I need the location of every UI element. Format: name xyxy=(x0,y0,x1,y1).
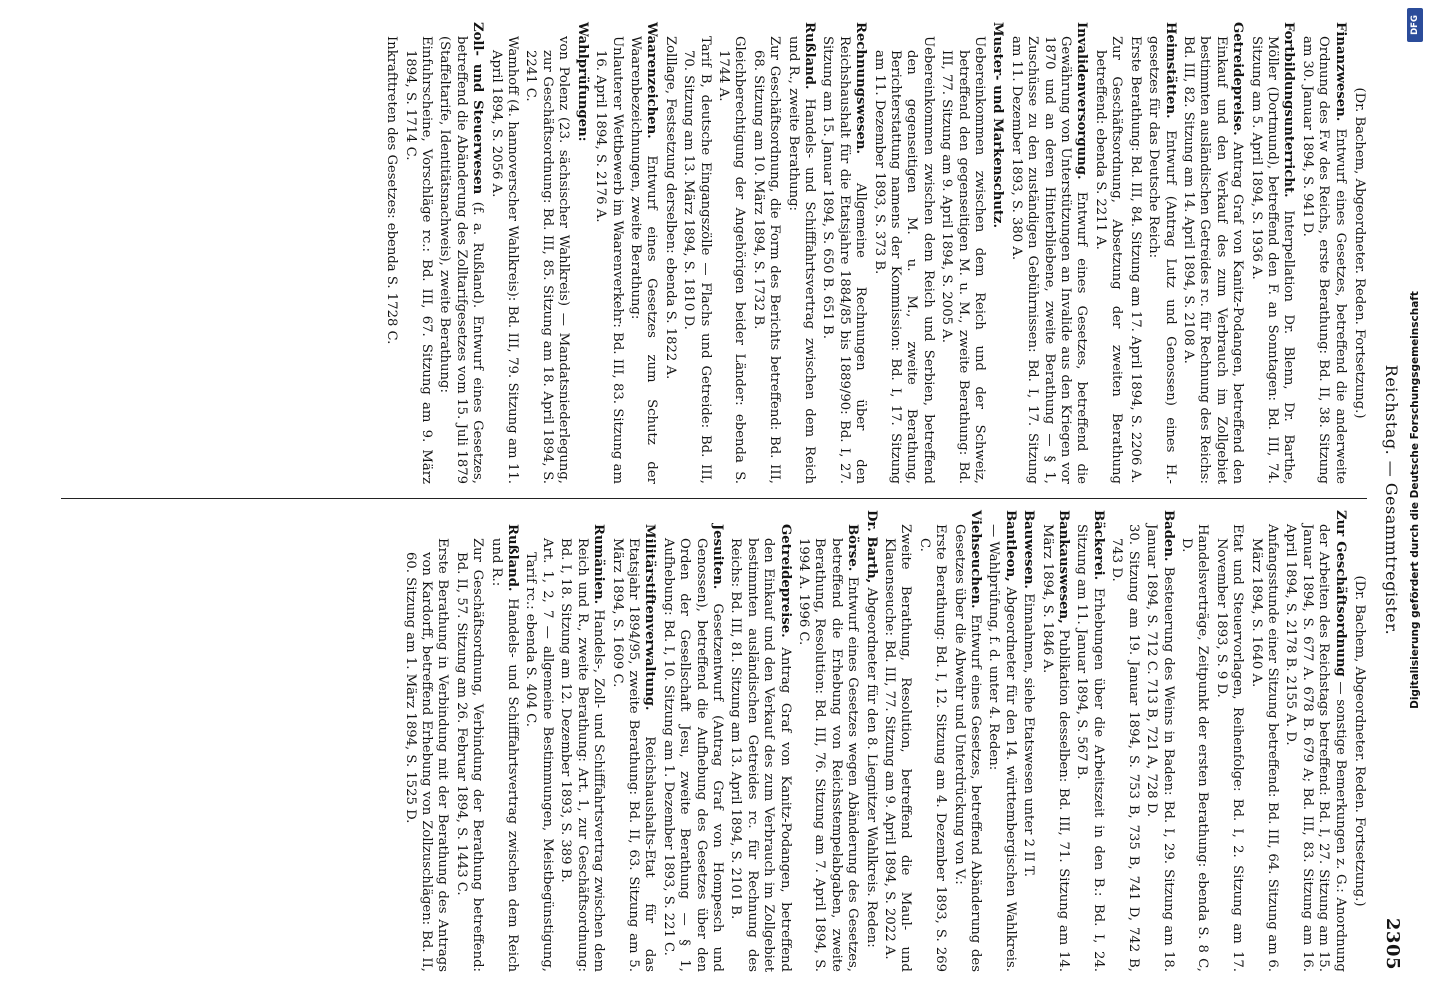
index-entry xyxy=(1247,22,1296,484)
digitization-side-note xyxy=(1404,0,1426,1000)
index-entry xyxy=(452,510,485,972)
index-entry xyxy=(522,22,571,484)
entry-text: Entwurf eines Gesetzes, betreffend die Gewährung von Unterstützungen an Invalide aus den Kriegen vor 1870 und an deren Hinterbliebene, zweite Berathung — § 1, Zuschüsse zu den zuständigen Gebührnissen: Bd. I, 17. Sitzung am 11. Dezember 1893, S. 380 A. xyxy=(1008,36,1090,484)
entry-text: Entwurf eines Gesetzes, betreffend Abänderung des Gesetzes über die Abwehr und Unterdrückung von V.: xyxy=(951,524,984,972)
index-entry xyxy=(522,510,555,972)
entry-keyword: Bantleon, xyxy=(1002,510,1018,582)
index-entry xyxy=(487,510,520,972)
index-entry xyxy=(1180,22,1246,484)
index-entry xyxy=(592,22,625,484)
entry-keyword: Bankauswesen, xyxy=(1056,510,1072,624)
entry-text: Antrag Graf von Kanitz-Podangen, betreffend den Einkauf und den Verkauf des zum Verbrauch im Zollgebiet bestimmten ausländischen Getreides rc. für Rechnung des Reichs: Bd. III, 81. Sitzung am 13. April 1894, S. 2101 B. xyxy=(728,538,793,972)
entry-text: Zweite Berathung, Resolution, betreffend die Maul- und Klauenseuche: Bd. III, 77. Sitzung am 9. April 1894, S. 2022 A. xyxy=(882,524,914,972)
entry-keyword: Getreidepreise. xyxy=(1230,22,1246,136)
entry-text: Einnahmen, siehe Etatswesen unter 2 II T. xyxy=(1021,593,1037,877)
entry-keyword: Baden. xyxy=(1160,510,1176,562)
entry-keyword: Finanzwesen. xyxy=(1332,22,1348,122)
index-entry xyxy=(1092,22,1125,484)
index-entry xyxy=(383,22,399,484)
entry-text: Zolllage, Festsetzung derselben: ebenda S. 1822 A. xyxy=(662,36,678,380)
index-entry xyxy=(1108,510,1141,972)
column-divider xyxy=(61,498,1367,499)
entry-text: Handels-, Zoll- und Schifffahrtsvertrag zwischen dem Reich und R., zweite Berathung: Art. 1, zur Geschäftsordnung: Bd. I, 18. Sitzung am 12. Dezember 1893, S. 389 B. xyxy=(558,538,607,972)
index-entry xyxy=(784,22,817,484)
index-entry xyxy=(1282,510,1348,972)
index-entry xyxy=(573,22,589,484)
index-entry xyxy=(487,22,520,484)
index-entry xyxy=(1143,510,1176,972)
entry-keyword: Bäckerei. xyxy=(1090,510,1106,581)
running-header xyxy=(1373,30,1403,970)
entry-keyword: Jesuiten. xyxy=(709,524,725,590)
rotated-scan-page xyxy=(21,10,1411,990)
entry-text: Einfuhrscheine, Vorschläge rc.: Bd. III, 67. Sitzung am 9. März 1894, S. 1714 C. xyxy=(402,36,435,484)
entry-keyword: Fortbildungsunterricht. xyxy=(1281,22,1297,198)
index-entry xyxy=(749,22,782,484)
index-entry xyxy=(1145,22,1178,484)
entry-text: Reichshaushalts-Etat für das Etatsjahr 1894/95, zweite Berathung: Bd. II, 63. Sitzung am 5. März 1894, S. 1609 C. xyxy=(609,538,658,972)
index-entry xyxy=(938,22,987,484)
index-entry xyxy=(985,510,1018,972)
index-entry xyxy=(1178,510,1211,972)
entry-text: Erste Berathung: Bd. I, 12. Sitzung am 4. Dezember 1893, S. 269 C. xyxy=(916,524,949,972)
entry-text: Antrag Graf von Kanitz-Podangen, betreffend den Einkauf und den Verkauf des zum Verbrauch im Zollgebiet bestimmten ausländischen Getreides rc. für Rechnung des Reichs: Bd. III, 82. Sitzung am 14. April 1894, S. 2108 A. xyxy=(1180,36,1246,484)
index-entry xyxy=(727,510,793,972)
index-entry xyxy=(1126,22,1142,484)
index-entry xyxy=(436,22,485,484)
entry-text: Uebereinkommen zwischen dem Reich und der Schweiz, betreffend den gegenseitigen M. u. M., zweite Berathung: Bd. III, 77. Sitzung am 9. April 1894, S. 2005 A. xyxy=(939,36,988,484)
entry-keyword: Militärstiftenverwaltung. xyxy=(642,524,658,711)
entry-text: Etat und Steuervorlagen, Reihenfolge: Bd. I, 2. Sitzung am 17. November 1893, S. 9 D. xyxy=(1213,524,1246,972)
entry-text: Zur Geschäftsordnung, Absetzung der zweiten Berathung betreffend: ebenda S. 2211 A. xyxy=(1092,36,1125,484)
entry-text: Wamhoff (4. hannoverscher Wahlkreis): Bd. III, 79. Sitzung am 11. April 1894, S. 2056 A. xyxy=(488,36,521,484)
entry-text: Zur Geschäftsordnung, die Form des Berichts betreffend: Bd. III, 68. Sitzung am 10. März 1894, S. 1732 B. xyxy=(750,36,783,484)
entry-text: Anfangsstunde einer Sitzung betreffend: Bd. III, 64. Sitzung am 6. März 1894, S. 1640 A. xyxy=(1248,524,1280,972)
entry-text: Erhebungen über die Arbeitszeit in den B.: Bd. I, 24. Sitzung am 11. Januar 1894, S. 567 B. xyxy=(1074,524,1106,972)
index-entry xyxy=(1007,22,1089,484)
index-entry xyxy=(401,22,434,484)
entry-text: Entwurf eines Gesetzes zum Schutz der Waarenbezeichnungen, zweite Berathung: xyxy=(627,36,660,484)
entry-text: Erste Berathung: Bd. III, 84. Sitzung am 17. April 1894, S. 2206 A. xyxy=(1127,36,1143,484)
entry-text: Handels- und Schifffahrtsvertrag zwischen dem Reich und R.: xyxy=(488,538,521,972)
entry-text: Entwurf eines Gesetzes, betreffend die anderweite Ordnung des F.w des Reichs, erste Berathung: Bd. II, 38. Sitzung am 30. Januar 1894, S. 941 D. xyxy=(1299,36,1348,484)
entry-text: Interpellation Dr. Blenn, Dr. Barthe, Möller (Dortmund), betreffend den F. an Sonntagen: Bd. III, 74. Sitzung am 5. April 1894, S. 1936 A. xyxy=(1248,36,1297,484)
entry-text: 30. Sitzung am 19. Januar 1894, S. 753 B, 735 B, 741 D, 742 B, 743 D. xyxy=(1109,524,1141,972)
entry-keyword: Zur Geschäftsordnung xyxy=(1332,510,1348,677)
index-entry xyxy=(950,510,983,972)
index-entry xyxy=(1212,510,1245,972)
index-entry xyxy=(627,22,660,484)
index-entry xyxy=(819,22,868,484)
index-entry xyxy=(795,510,861,972)
right-column xyxy=(41,510,1367,972)
index-entry xyxy=(401,510,450,972)
entry-text: Handels- und Schifffahrtsvertrag zwischen dem Reich und R., zweite Berathung: xyxy=(785,36,817,484)
dfg-logo-icon xyxy=(1407,8,1423,42)
entry-text: Publikation desselben: Bd. III, 71. Sitzung am 14. März 1894, S. 1846 A. xyxy=(1039,524,1072,972)
entry-keyword: Bauwesen. xyxy=(1021,510,1037,590)
index-entry xyxy=(715,22,748,484)
entry-keyword: Dr. Barth, xyxy=(863,510,879,584)
entry-text: Unlauterer Wettbewerb im Waarenverkehr: Bd. III, 83. Sitzung am 16. April 1894, S. 2176 A. xyxy=(593,36,625,484)
entry-text: Uebereinkommen zwischen dem Reich und Serbien, betreffend den gegenseitigen M. u. M., zweite Berathung, Berichterstattung namens der Kommission: Bd. I, 17. Sitzung am 11. Dezember 1893, S. 373 B. xyxy=(871,36,936,484)
index-entry xyxy=(1020,510,1036,972)
dfg-badge-text: DFG xyxy=(1410,15,1420,35)
index-entry xyxy=(862,510,878,972)
entry-text: Entwurf (Antrag Lutz und Genossen) eines H.-gesetzes für das Deutsche Reich: xyxy=(1146,36,1178,484)
entry-keyword: Wahlprüfungen: xyxy=(574,22,590,142)
index-entry xyxy=(1247,510,1280,972)
entry-keyword: Börse. xyxy=(845,524,861,572)
entry-text: Handelsverträge, Zeitpunkt der ersten Berathung: ebenda S. 8 C, D. xyxy=(1178,524,1211,972)
page-number: 2305 xyxy=(1382,917,1403,970)
entry-text: von Polenz (23. sächsischer Wahlkreis) — Mandatsniederlegung, zur Geschäftsordnung: Bd. III, 85. Sitzung am 18. April 1894, S. 2241 C. xyxy=(523,36,572,484)
entry-text: (f. a. Rußland). Entwurf eines Gesetzes, betreffend die Abänderung des Zolltarifgesetzes vom 15. Juli 1879 (Staffeltarife, Identitätsnachweis), zweite Berathung: xyxy=(437,36,486,485)
index-entry xyxy=(608,510,657,972)
index-entry xyxy=(989,22,1005,484)
entry-text: Abgeordneter für den 8. Liegnitzer Wahlkreis. Reden: xyxy=(863,587,879,948)
entry-keyword: Viehseuchen. xyxy=(968,510,984,609)
index-entry xyxy=(661,22,677,484)
index-entry xyxy=(1298,22,1347,484)
entry-text: Entwurf eines Gesetzes wegen Abänderung des Gesetzes, betreffend die Erhebung von Reichsstempelabgaben, zweite Berathung, Resolution: Bd. III, 76. Sitzung am 7. April 1894, S. 1994 A. 1996 C. xyxy=(796,538,861,972)
index-entry xyxy=(557,510,606,972)
right-continuation: (Dr. Bachem, Abgeordneter. Reden. Fortsetzung.) xyxy=(1352,575,1367,907)
left-column xyxy=(41,22,1367,484)
entry-text: — sonstige Bemerkungen z. G.: Anordnung der Arbeiten des Reichstags betreffend: Bd. I, 27. Sitzung am 15. Januar 1894, S. 677 A. 678 B. 679 A; Bd. III, 83. Sitzung am 16. April 1894, S. 2178 B. 2155 A. D. xyxy=(1283,524,1348,972)
entry-keyword: Heimstätten. xyxy=(1162,22,1178,119)
left-continuation: (Dr. Bachem, Abgeordneter. Reden. Fortsetzung.) xyxy=(1352,87,1367,419)
index-entry xyxy=(881,510,914,972)
index-entry xyxy=(1038,510,1071,972)
entry-keyword: Waarenzeichen. xyxy=(644,22,660,139)
index-entry xyxy=(915,510,948,972)
entry-text: Erste Berathung in Verbindung mit der Berathung des Antrags von Kardorff, betreffend Erhebung von Zollzuschlägen: Bd. II, 60. Sitzung am 1. März 1894, S. 1525 D. xyxy=(402,538,451,972)
entry-text: Tarif B, deutsche Eingangszölle — Flachs und Getreide: Bd. III, 70. Sitzung am 13. März 1894, S. 1810 D. xyxy=(681,36,713,484)
index-entry xyxy=(659,510,725,972)
entry-keyword: Getreidepreise. xyxy=(777,524,793,638)
entry-keyword: Muster- und Markenschutz. xyxy=(990,22,1006,229)
digitization-credit: Digitalisierung gefördert durch die Deutsche Forschungsgemeinschaft xyxy=(1409,291,1421,709)
entry-keyword: Rußland. xyxy=(802,22,817,90)
entry-text: Inkrafttreten des Gesetzes: ebenda S. 1728 C. xyxy=(384,36,400,345)
entry-keyword: Rechnungswesen. xyxy=(853,22,869,155)
entry-keyword: Invalidenversorgung. xyxy=(1074,22,1090,180)
entry-text: Allgemeine Rechnungen über den Reichshaushalt für die Etatsjahre 1884/85 bis 1889/90: Bd. I, 27. Sitzung am 15. Januar 1894, S. 650 B. 651 B. xyxy=(820,36,869,484)
index-entry xyxy=(680,22,713,484)
index-entry xyxy=(870,22,936,484)
entry-text: Art. 1, 2, 7 — allgemeine Bestimmungen, Meistbegünstigung, Tarif rc.: ebenda S. 404 C. xyxy=(523,538,555,972)
entry-text: Zur Geschäftsordnung, Verbindung der Berathung betreffend: Bd. II, 57. Sitzung am 26. Februar 1894, S. 1443 C. xyxy=(453,538,486,972)
entry-text: Abgeordneter für den 14. württembergischen Wahlkreis. — Wahlprüfung, f. d. unter 4. Reden: xyxy=(986,524,1018,972)
entry-keyword: Zoll- und Steuerwesen xyxy=(470,22,486,195)
index-entry xyxy=(1073,510,1106,972)
entry-text: Besteuerung des Weins in Baden: Bd. I, 29. Sitzung am 18. Januar 1894, S. 712 C. 713 B, 721 A, 728 D. xyxy=(1144,524,1176,972)
entry-keyword: Rumänien. xyxy=(591,524,607,605)
entry-keyword: Rußland. xyxy=(505,524,521,592)
entry-text: Gleichberechtigung der Angehörigen beider Länder: ebenda S. 1744 A. xyxy=(715,36,748,484)
entry-text: Gesetzentwurf (Antrag Graf von Hompesch und Genossen), betreffend die Aufhebung des Gesetzes über den Orden der Gesellschaft Jesu, zweite Berathung — § 1, Aufhebung: Bd. I, 10. Sitzung am 1. Dezember 1893, S. 221 C. xyxy=(660,538,725,972)
running-title: Reichstag. — Gesammtregister. xyxy=(1382,364,1401,636)
